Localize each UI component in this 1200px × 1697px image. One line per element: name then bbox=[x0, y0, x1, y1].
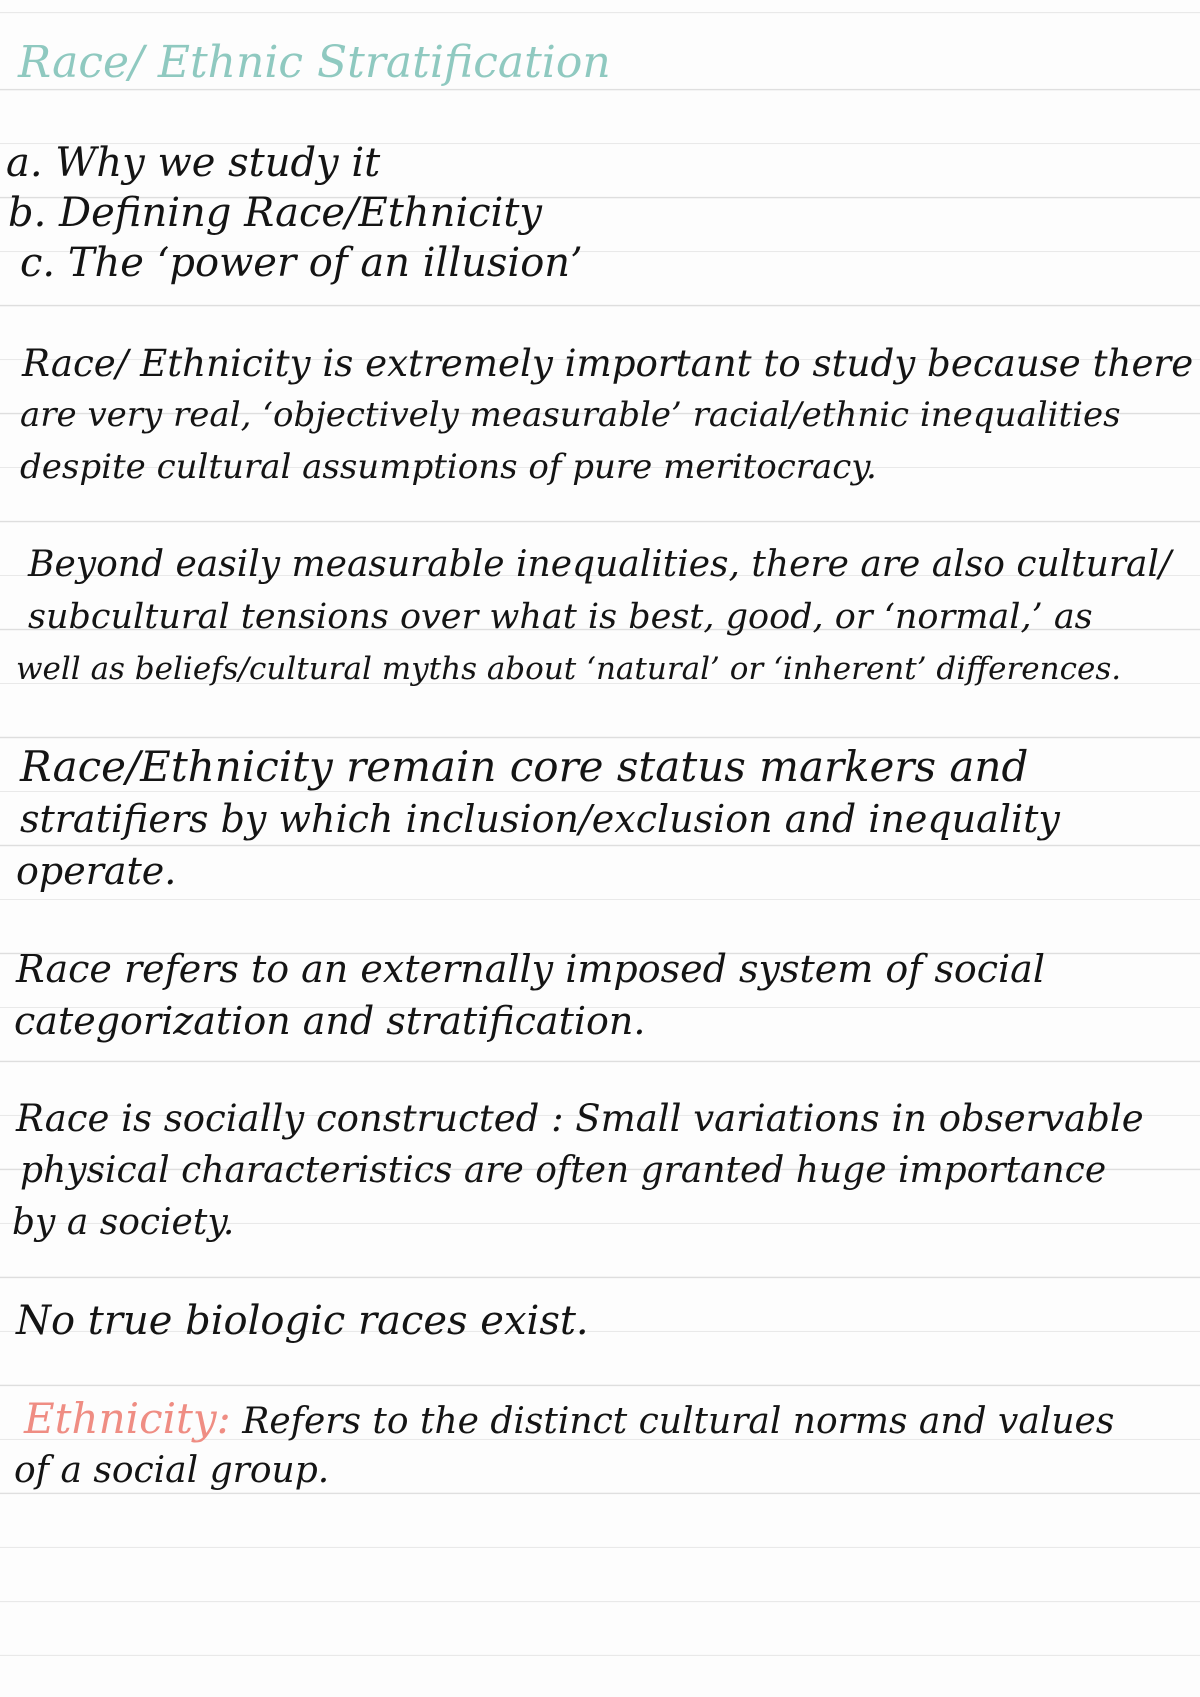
page-title: Race/ Ethnic Stratification bbox=[18, 37, 611, 88]
ethnicity-definition-text: Refers to the distinct cultural norms and values bbox=[230, 1401, 1115, 1442]
text-line: Race/Ethnicity remain core status markers and bbox=[20, 742, 1029, 791]
outline-item-a: a. Why we study it bbox=[6, 140, 381, 186]
text-line: despite cultural assumptions of pure meritocracy. bbox=[20, 447, 877, 487]
text-line bbox=[24, 1392, 1114, 1449]
ethnicity-term: Ethnicity: bbox=[24, 1394, 231, 1443]
outline-item-c: c. The ‘power of an illusion’ bbox=[20, 240, 583, 286]
text-line: well as beliefs/cultural myths about ‘natural’ or ‘inherent’ differences. bbox=[16, 651, 1122, 687]
outline-item-b: b. Defining Race/Ethnicity bbox=[8, 190, 542, 236]
text-line: by a society. bbox=[12, 1202, 235, 1243]
text-line: physical characteristics are often granted huge importance bbox=[20, 1150, 1107, 1191]
text-line: categorization and stratification. bbox=[14, 999, 646, 1043]
text-line: of a social group. bbox=[14, 1450, 330, 1491]
text-line: operate. bbox=[16, 849, 177, 893]
text-line: Race refers to an externally imposed system of social bbox=[16, 947, 1045, 991]
text-line: stratifiers by which inclusion/exclusion and inequality bbox=[20, 797, 1060, 841]
text-line: Race is socially constructed : Small variations in observable bbox=[16, 1097, 1144, 1140]
text-line: Race/ Ethnicity is extremely important to study because there bbox=[22, 341, 1194, 385]
text-line: subcultural tensions over what is best, good, or ‘normal,’ as bbox=[28, 597, 1093, 637]
text-line: Beyond easily measurable inequalities, there are also cultural/ bbox=[28, 544, 1172, 585]
text-line: are very real, ‘objectively measurable’ racial/ethnic inequalities bbox=[20, 395, 1121, 435]
text-line: No true biologic races exist. bbox=[16, 1298, 589, 1344]
